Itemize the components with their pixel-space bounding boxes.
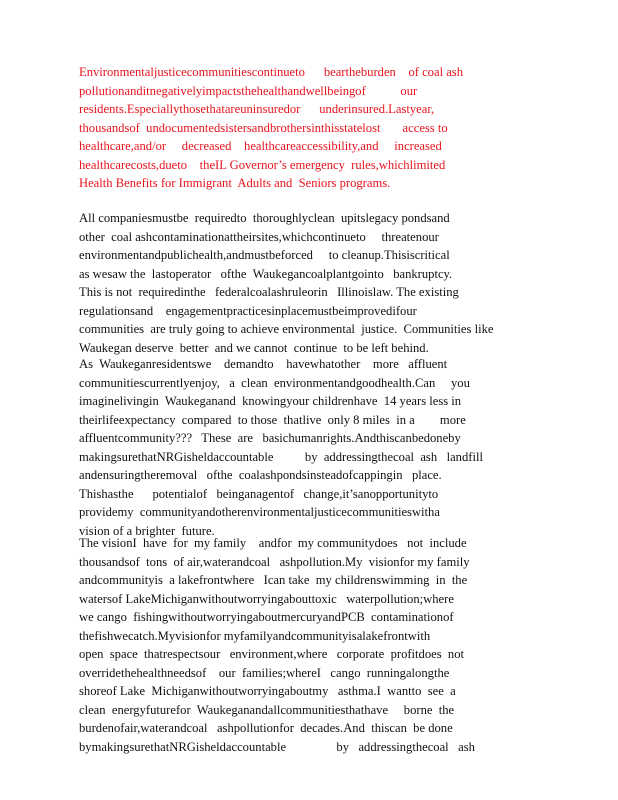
text-line: affluentcommunity??? These are basichumanrights.Andthiscanbedoneby bbox=[79, 431, 461, 445]
text-line: providemy communityandotherenvironmentaljusticecommunitieswitha bbox=[79, 505, 440, 519]
text-line: Thishasthe potentialof beinganagentof change,it’sanopportunityto bbox=[79, 486, 439, 501]
text-line: clean energyfuturefor Waukeganandallcommunitiesthathave borne the bbox=[79, 702, 455, 717]
text-line: open space thatrespectsour environment,where corporate profitdoes not bbox=[79, 647, 465, 661]
text-line: This is not requiredinthe federalcoalashruleorin Illinoislaw. The existing bbox=[79, 285, 459, 299]
text-line: vision of a brighter future. bbox=[79, 523, 215, 538]
text-line: overridethehealthneedsof our families;whereI cango runningalongthe bbox=[79, 665, 450, 680]
text-line: we cango fishingwithoutworryingaboutmercuryandPCB contaminationof bbox=[79, 610, 454, 624]
text-line: thousandsof tons of air,waterandcoal ashpollution.My visionfor my family bbox=[79, 554, 470, 569]
text-line: as wesaw the lastoperator ofthe Waukegancoalplantgointo bankruptcy. bbox=[79, 266, 453, 281]
text-line: andcommunityis a lakefrontwhere Ican take my childrenswimming in the bbox=[79, 573, 468, 587]
text-line: other coal ashcontaminationattheirsites,whichcontinueto threatenour bbox=[79, 229, 439, 244]
text-line: Environmentaljusticecommunitiescontinueto beartheburden of coal ash bbox=[79, 65, 463, 79]
text-line: healthcarecosts,dueto theIL Governor’s emergency rules,whichlimited bbox=[79, 157, 446, 172]
text-line: residents.Especiallythosethatareuninsuredor underinsured.Lastyear, bbox=[79, 102, 435, 116]
text-line: pollutionanditnegativelyimpactsthehealthandwellbeingof our bbox=[79, 83, 418, 98]
body-paragraph-cleanup bbox=[79, 209, 541, 357]
body-paragraph-vision bbox=[79, 534, 541, 756]
text-line: burdenofair,waterandcoal ashpollutionfor decades.And thiscan be done bbox=[79, 721, 453, 735]
text-line: theirlifeexpectancy compared to those thatlive only 8 miles in a more bbox=[79, 412, 466, 427]
highlighted-paragraph bbox=[79, 63, 541, 193]
text-line: makingsurethatNRGisheldaccountable by addressingthecoal ash landfill bbox=[79, 449, 483, 464]
text-line: imaginelivingin Waukeganand knowingyour childrenhave 14 years less in bbox=[79, 394, 462, 408]
text-line: As Waukeganresidentswe demandto havewhatother more affluent bbox=[79, 357, 448, 371]
text-line: The visionI have for my family andfor my communitydoes not include bbox=[79, 536, 467, 550]
text-line: Waukegan deserve better and we cannot continue to be left behind. bbox=[79, 340, 429, 355]
text-line: thefishwecatch.Myvisionfor myfamilyandcommunityisalakefrontwith bbox=[79, 628, 431, 643]
text-line: bymakingsurethatNRGisheldaccountable by addressingthecoal ash bbox=[79, 739, 475, 754]
text-line: All companiesmustbe requiredto thoroughlyclean upitslegacy pondsand bbox=[79, 211, 450, 225]
text-line: watersof LakeMichiganwithoutworryingabouttoxic waterpollution;where bbox=[79, 591, 454, 606]
text-line: Health Benefits for Immigrant Adults and Seniors programs. bbox=[79, 176, 391, 190]
text-line: regulationsand engagementpracticesinplacemustbeimprovedifour bbox=[79, 303, 417, 318]
text-line: andensuringtheremoval ofthe coalashpondsinsteadofcappingin place. bbox=[79, 468, 442, 482]
text-line: environmentandpublichealth,andmustbeforced to cleanup.Thisiscritical bbox=[79, 248, 450, 262]
text-line: healthcare,and/or decreased healthcareaccessibility,and increased bbox=[79, 139, 442, 153]
text-line: thousandsof undocumentedsistersandbrothersinthisstatelost access to bbox=[79, 120, 448, 135]
body-paragraph-demands bbox=[79, 355, 541, 540]
text-line: shoreof Lake Michiganwithoutworryingaboutmy asthma.I wantto see a bbox=[79, 684, 456, 698]
text-line: communities are truly going to achieve environmental justice. Communities like bbox=[79, 322, 494, 336]
text-line: communitiescurrentlyenjoy, a clean environmentandgoodhealth.Can you bbox=[79, 375, 470, 390]
